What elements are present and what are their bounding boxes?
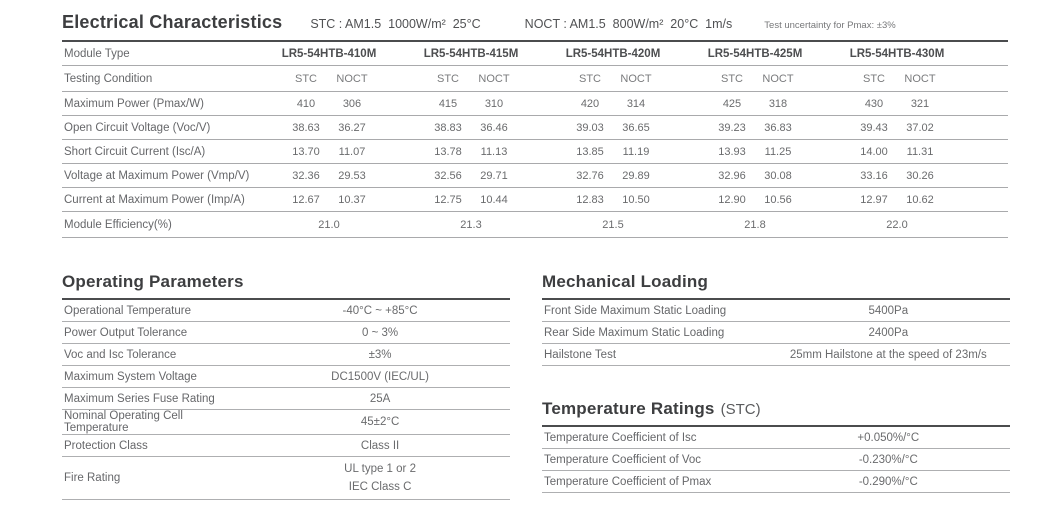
cell-value: 36.27 <box>338 121 366 134</box>
cell-value: 37.02 <box>906 121 934 134</box>
cell-value: 410 <box>296 97 316 110</box>
table-row <box>542 449 1010 471</box>
table-row-voc <box>62 116 1008 140</box>
cell-value: 11.19 <box>622 145 650 158</box>
uncertainty-note: Test uncertainty for Pmax: ±3% <box>764 20 896 31</box>
row-value: -0.290%/°C <box>858 475 918 488</box>
cell-value: 430 <box>864 97 884 110</box>
cell-value: 22.0 <box>886 218 908 231</box>
table-row <box>62 388 510 410</box>
row-label: Open Circuit Voltage (Voc/V) <box>64 121 211 134</box>
row-value: 0 ~ 3% <box>362 326 399 339</box>
row-value: 25A <box>369 392 391 405</box>
cell-value: 306 <box>342 97 362 110</box>
cell-value: 10.50 <box>622 193 650 206</box>
cell-value: 10.56 <box>764 193 792 206</box>
section-title: Electrical Characteristics <box>62 12 283 32</box>
cell-value: 10.37 <box>338 193 366 206</box>
row-value: 45±2°C <box>360 416 400 428</box>
row-label: Maximum Series Fuse Rating <box>64 392 215 405</box>
table-row <box>62 366 510 388</box>
electrical-characteristics-section <box>62 12 1008 238</box>
row-label: Short Circuit Current (Isc/A) <box>64 145 206 158</box>
row-label: Temperature Coefficient of Isc <box>544 431 697 444</box>
row-value: +0.050%/°C <box>857 431 920 444</box>
cell-value: 13.93 <box>718 145 746 158</box>
cell-value: 29.53 <box>338 169 366 182</box>
row-label: Current at Maximum Power (Imp/A) <box>64 193 245 206</box>
row-label: Power Output Tolerance <box>64 326 188 339</box>
cell-value: 36.46 <box>480 121 508 134</box>
testing-condition-row <box>62 66 1008 92</box>
cell-value: 39.03 <box>576 121 604 134</box>
row-label: Front Side Maximum Static Loading <box>544 304 727 317</box>
cell-value: 425 <box>722 97 742 110</box>
section-header <box>542 272 1010 300</box>
row-label: Operational Temperature <box>64 304 191 317</box>
cell-value: 12.75 <box>434 193 462 206</box>
cell-value: 11.07 <box>338 145 366 158</box>
cell-value: 420 <box>580 97 600 110</box>
cell-value: 21.8 <box>744 218 766 231</box>
cell-value: 33.16 <box>860 169 888 182</box>
cell-value: 11.25 <box>764 145 792 158</box>
section-title: Operating Parameters <box>62 272 244 291</box>
cell-value: 14.00 <box>860 145 888 158</box>
cell-value: 36.65 <box>622 121 650 134</box>
module-name: LR5-54HTB-420M <box>565 47 661 60</box>
module-name: LR5-54HTB-410M <box>281 47 377 60</box>
table-row <box>62 300 510 322</box>
row-value: 25mm Hailstone at the speed of 23m/s <box>789 348 987 361</box>
row-label: Temperature Coefficient of Voc <box>544 453 702 466</box>
noct-header: NOCT <box>904 72 936 85</box>
cell-value: 32.56 <box>434 169 462 182</box>
row-label: Maximum System Voltage <box>64 370 197 383</box>
stc-header: STC <box>721 72 743 85</box>
section-title: Temperature Ratings <box>542 399 715 418</box>
cell-value: 314 <box>626 97 646 110</box>
row-value: DC1500V (IEC/UL) <box>331 370 429 383</box>
section-header <box>62 12 1008 42</box>
cell-value: 38.63 <box>292 121 320 134</box>
row-value: Class II <box>360 439 400 452</box>
stc-header: STC <box>863 72 885 85</box>
table-row <box>542 300 1010 322</box>
table-row-efficiency <box>62 212 1008 238</box>
row-label: Temperature Coefficient of Pmax <box>544 475 712 488</box>
temperature-ratings-section <box>542 399 1010 493</box>
table-row <box>542 427 1010 449</box>
row-label: Module Efficiency(%) <box>64 218 172 231</box>
noct-test-condition: NOCT : AM1.5 800W/m² 20°C 1m/s <box>524 17 733 31</box>
row-value: -0.230%/°C <box>858 453 918 466</box>
noct-header: NOCT <box>336 72 368 85</box>
cell-value: 11.13 <box>480 145 508 158</box>
row-value: -40°C ~ +85°C <box>342 304 418 317</box>
row-label: Fire Rating <box>64 472 121 484</box>
row-label: Module Type <box>64 47 130 60</box>
cell-value: 36.83 <box>764 121 792 134</box>
table-row <box>62 322 510 344</box>
noct-header: NOCT <box>478 72 510 85</box>
row-label: Protection Class <box>64 439 148 452</box>
cell-value: 12.67 <box>292 193 320 206</box>
row-label: Voltage at Maximum Power (Vmp/V) <box>64 169 250 182</box>
mechanical-loading-section <box>542 272 1010 366</box>
row-value <box>250 460 510 496</box>
cell-value: 318 <box>768 97 788 110</box>
module-name: LR5-54HTB-430M <box>849 47 945 60</box>
section-header <box>62 272 510 300</box>
cell-value: 10.62 <box>906 193 934 206</box>
cell-value: 13.70 <box>292 145 320 158</box>
stc-header: STC <box>437 72 459 85</box>
section-header <box>542 399 1010 427</box>
row-label: Maximum Power (Pmax/W) <box>64 97 204 110</box>
row-value: ±3% <box>368 348 392 361</box>
row-value: 2400Pa <box>868 326 909 339</box>
module-name: LR5-54HTB-425M <box>707 47 803 60</box>
table-row <box>62 457 510 500</box>
table-row <box>542 322 1010 344</box>
table-row <box>62 410 510 435</box>
cell-value: 30.08 <box>764 169 792 182</box>
table-row <box>542 471 1010 493</box>
value-line-2: IEC Class C <box>348 481 412 493</box>
cell-value: 32.36 <box>292 169 320 182</box>
cell-value: 21.0 <box>318 218 340 231</box>
cell-value: 10.44 <box>480 193 508 206</box>
row-label: Voc and Isc Tolerance <box>64 348 177 361</box>
table-row <box>62 344 510 366</box>
table-row-pmax <box>62 92 1008 116</box>
cell-value: 12.97 <box>860 193 888 206</box>
table-row <box>542 344 1010 366</box>
cell-value: 32.96 <box>718 169 746 182</box>
module-type-row <box>62 42 1008 66</box>
row-label: Nominal Operating Cell Temperature <box>64 410 183 434</box>
cell-value: 30.26 <box>906 169 934 182</box>
row-label: Rear Side Maximum Static Loading <box>544 326 725 339</box>
stc-header: STC <box>579 72 601 85</box>
cell-value: 12.83 <box>576 193 604 206</box>
row-label: Testing Condition <box>64 72 153 85</box>
value-line-1: UL type 1 or 2 <box>344 463 416 475</box>
table-row <box>62 435 510 457</box>
cell-value: 12.90 <box>718 193 746 206</box>
cell-value: 13.78 <box>434 145 462 158</box>
module-name: LR5-54HTB-415M <box>423 47 519 60</box>
cell-value: 21.5 <box>602 218 624 231</box>
cell-value: 39.43 <box>860 121 888 134</box>
cell-value: 29.89 <box>622 169 650 182</box>
table-row-imp <box>62 188 1008 212</box>
cell-value: 21.3 <box>460 218 482 231</box>
cell-value: 39.23 <box>718 121 746 134</box>
section-title: Mechanical Loading <box>542 272 709 291</box>
cell-value: 13.85 <box>576 145 604 158</box>
row-label: Hailstone Test <box>544 348 617 361</box>
cell-value: 310 <box>484 97 504 110</box>
table-row-isc <box>62 140 1008 164</box>
section-title-suffix: (STC) <box>720 401 761 418</box>
cell-value: 29.71 <box>480 169 508 182</box>
cell-value: 38.83 <box>434 121 462 134</box>
operating-parameters-section <box>62 272 510 500</box>
noct-header: NOCT <box>762 72 794 85</box>
cell-value: 415 <box>438 97 458 110</box>
cell-value: 321 <box>910 97 930 110</box>
row-value: 5400Pa <box>868 304 909 317</box>
table-row-vmp <box>62 164 1008 188</box>
noct-header: NOCT <box>620 72 652 85</box>
cell-value: 11.31 <box>906 145 934 158</box>
cell-value: 32.76 <box>576 169 604 182</box>
stc-test-condition: STC : AM1.5 1000W/m² 25°C <box>310 17 481 31</box>
stc-header: STC <box>295 72 317 85</box>
